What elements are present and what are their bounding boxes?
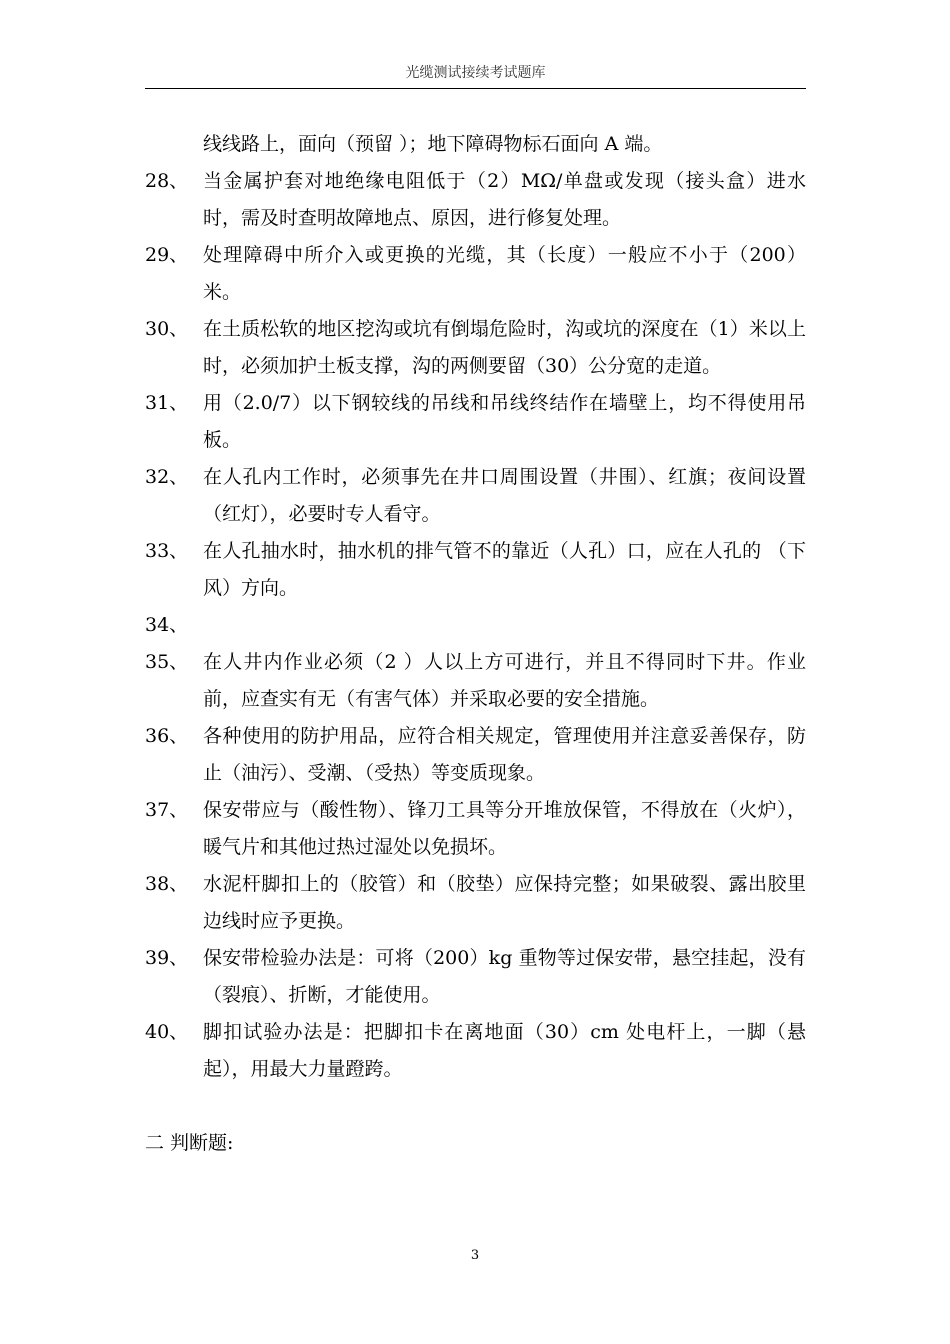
document-body	[145, 126, 806, 1162]
question-text: 在人孔抽水时，抽水机的排气管不的靠近（人孔）口，应在人孔的 （下风）方向。	[203, 540, 806, 599]
question-number: 38、	[145, 873, 189, 895]
question-text: 在土质松软的地区挖沟或坑有倒塌危险时，沟或坑的深度在（1）米以上时，必须加护土板支撑，沟的两侧要留（30）公分宽的走道。	[203, 318, 806, 377]
question-31	[145, 385, 806, 459]
question-number: 36、	[145, 725, 189, 747]
question-number: 32、	[145, 466, 189, 488]
question-39	[145, 940, 806, 1014]
question-text: 保安带检验办法是：可将（200）kg 重物等过保安带，悬空挂起，没有（裂痕）、折断，才能使用。	[203, 947, 806, 1006]
question-text: 各种使用的防护用品，应符合相关规定，管理使用并注意妥善保存，防止（油污）、受潮、（受热）等变质现象。	[203, 725, 806, 784]
question-40	[145, 1014, 806, 1088]
question-text: 当金属护套对地绝缘电阻低于（2）MΩ/单盘或发现（接头盒）进水时，需及时查明故障地点、原因，进行修复处理。	[203, 170, 806, 229]
question-35	[145, 644, 806, 718]
question-text: 在人孔内工作时，必须事先在井口周围设置（井围）、红旗；夜间设置（红灯），必要时专人看守。	[203, 466, 806, 525]
question-38	[145, 866, 806, 940]
question-text: 水泥杆脚扣上的（胶管）和（胶垫）应保持完整；如果破裂、露出胶里边线时应予更换。	[203, 873, 806, 932]
question-text: 处理障碍中所介入或更换的光缆，其（长度）一般应不小于（200）米。	[203, 244, 806, 303]
question-number: 29、	[145, 244, 189, 266]
question-29	[145, 237, 806, 311]
question-number: 28、	[145, 170, 189, 192]
question-number: 35、	[145, 651, 189, 673]
question-33	[145, 533, 806, 607]
question-number: 33、	[145, 540, 189, 562]
question-37	[145, 792, 806, 866]
question-number: 37、	[145, 799, 189, 821]
question-number: 34、	[145, 614, 189, 636]
continuation-text: 线线路上，面向（预留 ）；地下障碍物标石面向 A 端。	[203, 133, 663, 155]
question-text: 脚扣试验办法是：把脚扣卡在离地面（30）cm 处电杆上，一脚（悬起），用最大力量蹬跨。	[203, 1021, 806, 1080]
question-number: 39、	[145, 947, 189, 969]
page-number: 3	[470, 1248, 480, 1263]
question-number: 31、	[145, 392, 189, 414]
question-text: 用（2.0/7）以下钢较线的吊线和吊线终结作在墙壁上，均不得使用吊板。	[203, 392, 806, 451]
question-30	[145, 311, 806, 385]
question-32	[145, 459, 806, 533]
page-header: 光缆测试接续考试题库	[145, 62, 806, 89]
question-34	[145, 607, 806, 644]
question-28	[145, 163, 806, 237]
section-title: 二 判断题:	[145, 1132, 234, 1154]
question-number: 40、	[145, 1021, 189, 1043]
question-text	[203, 607, 806, 644]
question-number: 30、	[145, 318, 189, 340]
question-36	[145, 718, 806, 792]
question-text: 保安带应与（酸性物）、锋刀工具等分开堆放保管，不得放在（火炉），暖气片和其他过热过湿处以免损坏。	[203, 799, 806, 858]
question-text: 在人井内作业必须（2 ）人以上方可进行，并且不得同时下井。作业前，应查实有无（有害气体）并采取必要的安全措施。	[203, 651, 806, 710]
